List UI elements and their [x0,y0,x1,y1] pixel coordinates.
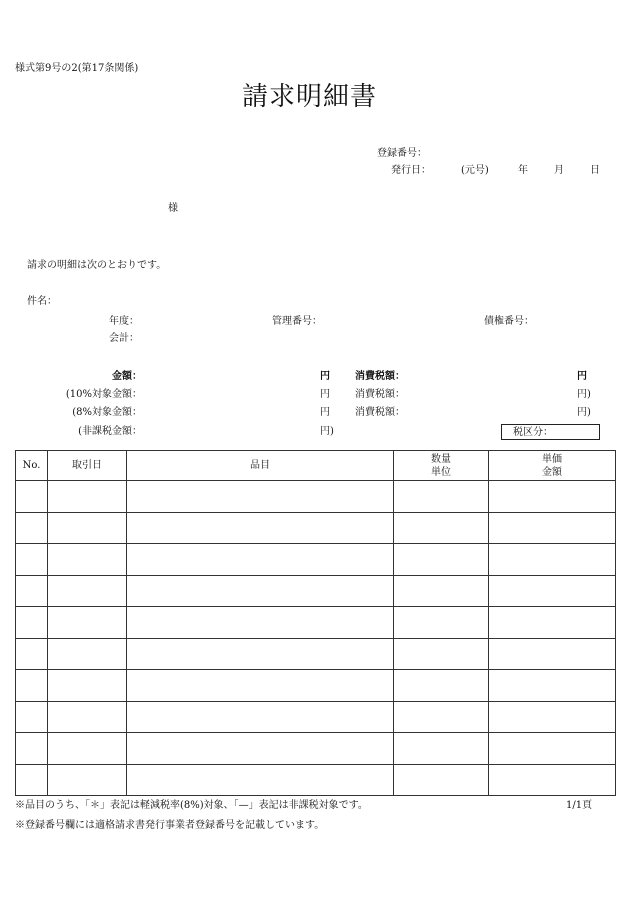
issue-date-era: (元号) [461,165,489,176]
cell-date[interactable] [48,481,127,513]
table-row [16,512,616,544]
tax-category-box[interactable] [501,424,600,440]
tax-10pct-yen: 円) [577,389,591,400]
cell-item[interactable] [127,575,394,607]
registration-label: 登録番号： [377,148,427,159]
cell-date[interactable] [48,701,127,733]
table-row [16,638,616,670]
cell-date[interactable] [48,607,127,639]
cell-item[interactable] [127,481,394,513]
header-price-amount [489,451,616,481]
cell-qty[interactable] [394,481,489,513]
header-amount: 金額 [542,466,562,478]
cell-date[interactable] [48,764,127,796]
table-row [16,575,616,607]
amount-nontax-yen: 円) [320,426,334,437]
cell-price[interactable] [489,575,616,607]
cell-item[interactable] [127,701,394,733]
amount-8pct-yen: 円 [320,407,330,418]
cell-no[interactable] [16,764,48,796]
cell-item[interactable] [127,512,394,544]
cell-price[interactable] [489,670,616,702]
footnote-registration: ※登録番号欄には適格請求書発行事業者登録番号を記載しています。 [15,820,325,831]
header-unit-price: 単価 [542,453,562,465]
management-no-label: 管理番号： [272,316,322,327]
cell-price[interactable] [489,481,616,513]
cell-price[interactable] [489,638,616,670]
amount-yen: 円 [320,371,330,382]
cell-qty[interactable] [394,638,489,670]
tax-8pct-yen: 円) [577,407,591,418]
cell-no[interactable] [16,575,48,607]
table-row [16,607,616,639]
cell-date[interactable] [48,670,127,702]
cell-qty[interactable] [394,544,489,576]
amount-nontax-label: (非課税金額： [78,426,142,437]
form-id: 様式第9号の2(第17条関係) [15,63,139,74]
amount-10pct-yen: 円 [320,389,330,400]
cell-no[interactable] [16,701,48,733]
header-qty: 数量 [431,453,451,465]
tax-8pct-label: 消費税額： [355,407,405,418]
amount-10pct-label: (10%対象金額： [65,389,142,400]
cell-qty[interactable] [394,512,489,544]
page-title: 請求明細書 [242,82,378,112]
table-row [16,481,616,513]
cell-item[interactable] [127,638,394,670]
header-item: 品目 [127,451,394,481]
issue-date-day: 日 [590,165,600,176]
table-header-row [16,451,616,481]
cell-price[interactable] [489,764,616,796]
cell-qty[interactable] [394,575,489,607]
cell-no[interactable] [16,544,48,576]
accounting-label: 会計： [109,333,139,344]
cell-item[interactable] [127,733,394,765]
cell-no[interactable] [16,733,48,765]
subject-label: 件名： [27,296,57,307]
header-date: 取引日 [48,451,127,481]
footnote-tax-marks: ※品目のうち、「＊」表記は軽減税率(8%)対象、「—」表記は非課税対象です。 [15,800,368,811]
cell-price[interactable] [489,607,616,639]
cell-item[interactable] [127,544,394,576]
tax-10pct-label: 消費税額： [355,389,405,400]
cell-no[interactable] [16,607,48,639]
cell-qty[interactable] [394,670,489,702]
table-row [16,544,616,576]
cell-price[interactable] [489,512,616,544]
cell-item[interactable] [127,764,394,796]
header-unit: 単位 [431,466,451,478]
cell-date[interactable] [48,544,127,576]
claim-no-label: 債権番号： [484,316,534,327]
cell-qty[interactable] [394,733,489,765]
cell-qty[interactable] [394,701,489,733]
cell-no[interactable] [16,670,48,702]
cell-date[interactable] [48,575,127,607]
issue-date-month: 月 [554,165,564,176]
table-row [16,701,616,733]
amount-label: 金額： [112,371,142,382]
tax-category-label: 税区分： [513,427,553,438]
cell-no[interactable] [16,481,48,513]
cell-date[interactable] [48,638,127,670]
table-row [16,764,616,796]
cell-qty[interactable] [394,764,489,796]
cell-item[interactable] [127,670,394,702]
cell-price[interactable] [489,733,616,765]
cell-qty[interactable] [394,607,489,639]
header-no: No. [16,451,48,481]
cell-date[interactable] [48,733,127,765]
tax-amount-label: 消費税額： [355,371,405,382]
cell-no[interactable] [16,512,48,544]
table-row [16,733,616,765]
fiscal-year-label: 年度： [109,316,139,327]
page-indicator: 1/1頁 [566,800,593,811]
items-table [15,450,616,796]
header-qty-unit [394,451,489,481]
cell-price[interactable] [489,701,616,733]
tax-amount-yen: 円 [577,371,587,382]
recipient-suffix: 様 [168,203,178,214]
amount-8pct-label: (8%対象金額： [72,407,142,418]
cell-price[interactable] [489,544,616,576]
intro-text: 請求の明細は次のとおりです。 [27,260,167,271]
issue-date-year: 年 [518,165,528,176]
cell-date[interactable] [48,512,127,544]
cell-item[interactable] [127,607,394,639]
issue-date-label: 発行日： [391,165,431,176]
table-row [16,670,616,702]
cell-no[interactable] [16,638,48,670]
